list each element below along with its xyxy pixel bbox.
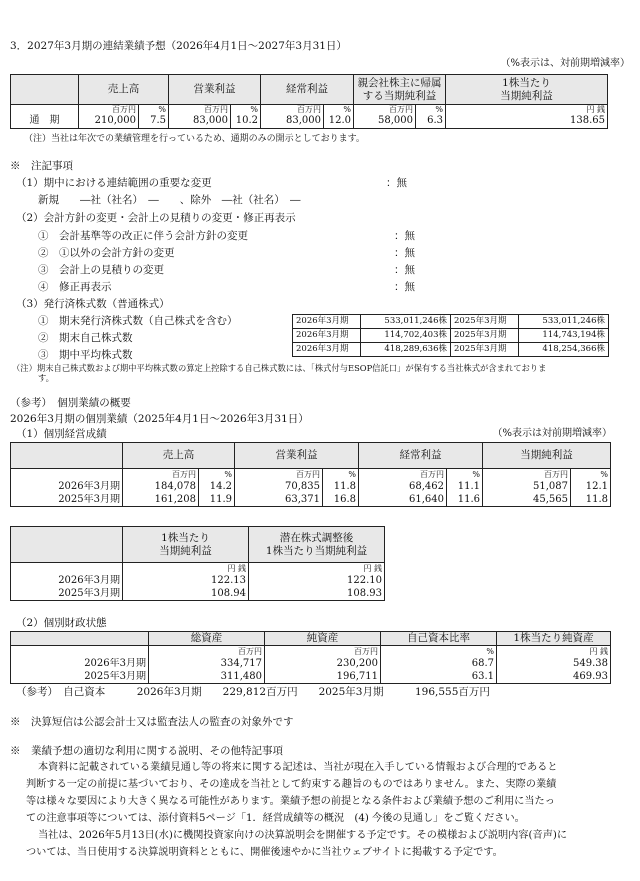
notes-item1-detail: 新規 ―社（社名） ― 、除外 ―社（社名） ― <box>38 194 301 206</box>
value-cell: 63,371 <box>235 494 323 507</box>
shares-note-line2: す。 <box>38 373 54 383</box>
notes-item2-sub: ④ 修正再表示 <box>38 281 112 293</box>
shares-period: 2026年3月期 <box>293 329 361 343</box>
value-cell: 230,200 <box>265 658 381 671</box>
unit-cell: 円 銭 <box>497 646 611 659</box>
shares-period: 2025年3月期 <box>451 343 519 357</box>
eps-header-diluted: 潜在株式調整後 1株当たり当期純利益 <box>249 527 385 563</box>
nonconsolidated-results-table <box>10 442 611 507</box>
value-cell: 83,000 <box>169 115 231 128</box>
table-row <box>11 671 611 684</box>
results-header-net: 当期純利益 <box>483 443 611 469</box>
results-header-blank <box>11 443 123 469</box>
value-cell: 161,208 <box>123 494 199 507</box>
value-cell: 122.13 <box>123 575 249 588</box>
row-label: 2025年3月期 <box>11 671 149 684</box>
value-cell: 63.1 <box>381 671 497 684</box>
value-cell: 108.93 <box>249 588 385 601</box>
forecast-table <box>10 74 608 129</box>
value-cell: 10.2 <box>231 115 261 128</box>
shares-value: 418,254,366株 <box>519 343 609 357</box>
forecast-heading: 3．2027年3月期の連結業績予想（2026年4月1日～2027年3月31日） <box>10 40 347 52</box>
reference-unit-note: （%表示は対前期増減率） <box>492 428 612 439</box>
unit-cell: 百万円 <box>261 105 324 116</box>
value-cell: 68,462 <box>359 481 447 494</box>
reference-period: 2026年3月期の個別業績（2025年4月1日～2026年3月31日） <box>10 413 309 425</box>
forecast-header-ordinary: 経常利益 <box>261 75 354 105</box>
fin-header-equity-ratio: 自己資本比率 <box>381 632 497 646</box>
table-row <box>293 315 609 329</box>
fin-header-blank <box>11 632 149 646</box>
value-cell: 12.0 <box>324 115 354 128</box>
financial-position-table <box>10 631 611 684</box>
value-cell: 6.3 <box>416 115 446 128</box>
unit-cell: 百万円 <box>149 646 265 659</box>
unit-cell: % <box>139 105 169 116</box>
table-row <box>11 494 611 507</box>
forward-p1-line: 判断する一定の前提に基づいており、その達成を当社として約束する趣旨のものではありません。また、実際の業績 <box>26 779 557 790</box>
forecast-note: （注）当社は年次での業績管理を行っているため、通期のみの開示としております。 <box>24 134 365 144</box>
results-header-sales: 売上高 <box>123 443 235 469</box>
table-row <box>293 329 609 343</box>
notes-item2-sub-value: ：無 <box>394 247 415 259</box>
value-cell: 334,717 <box>149 658 265 671</box>
notes-item1: （1）期中における連結範囲の重要な変更 <box>16 177 212 189</box>
value-cell: 138.65 <box>446 115 608 128</box>
unit-label-blank <box>11 469 123 482</box>
value-cell: 7.5 <box>139 115 169 128</box>
value-cell: 45,565 <box>483 494 571 507</box>
value-cell: 549.38 <box>497 658 611 671</box>
table-row <box>11 658 611 671</box>
notes-heading: ※ 注記事項 <box>10 160 73 172</box>
value-cell: 311,480 <box>149 671 265 684</box>
forecast-unit-note: （%表示は、対前期増減率） <box>500 58 630 69</box>
shares-value: 533,011,246株 <box>519 315 609 329</box>
table-row <box>11 575 385 588</box>
value-cell: 68.7 <box>381 658 497 671</box>
value-cell: 11.8 <box>571 494 611 507</box>
forecast-header-net: 親会社株主に帰属 する当期純利益 <box>354 75 446 105</box>
value-cell: 61,640 <box>359 494 447 507</box>
unit-cell: % <box>571 469 611 482</box>
notes-item2-sub: ① 会計基準等の改正に伴う会計方針の変更 <box>38 230 248 242</box>
row-label: 2026年3月期 <box>11 481 123 494</box>
row-label: 2025年3月期 <box>11 588 123 601</box>
equity-reference-line: （参考） 自己資本 2026年3月期 229,812百万円 2025年3月期 196,555百万円 <box>16 686 490 698</box>
value-cell: 16.8 <box>323 494 359 507</box>
row-label: 2026年3月期 <box>11 575 123 588</box>
value-cell: 70,835 <box>235 481 323 494</box>
unit-cell: 円 銭 <box>249 563 385 576</box>
forecast-header-sales: 売上高 <box>79 75 169 105</box>
unit-cell: 円 銭 <box>123 563 249 576</box>
notes-item3-sub: ① 期末発行済株式数（自己株式を含む） <box>38 315 238 327</box>
reference-sub2: （2）個別財政状態 <box>16 617 107 629</box>
value-cell: 14.2 <box>199 481 235 494</box>
unit-cell: % <box>323 469 359 482</box>
unit-cell: % <box>324 105 354 116</box>
value-cell: 11.1 <box>447 481 483 494</box>
forward-p1-line: 本資料に記載されている業績見通し等の将来に関する記述は、当社が現在入手している情報および合理的であると <box>38 762 558 773</box>
table-row <box>293 343 609 357</box>
unit-cell: 百万円 <box>483 469 571 482</box>
unit-cell: % <box>381 646 497 659</box>
eps-table <box>10 526 385 601</box>
value-cell: 210,000 <box>79 115 139 128</box>
notes-item2-sub-value: ：無 <box>394 281 415 293</box>
notes-item2-sub-value: ：無 <box>394 264 415 276</box>
notes-item2-sub: ② ①以外の会計方針の変更 <box>38 247 175 259</box>
shares-period: 2026年3月期 <box>293 343 361 357</box>
forecast-header-eps: 1株当たり 当期純利益 <box>446 75 608 105</box>
unit-label-blank <box>11 646 149 659</box>
shares-value: 418,289,636株 <box>361 343 451 357</box>
reference-heading: （参考） 個別業績の概要 <box>10 397 131 409</box>
fin-header-net-assets: 純資産 <box>265 632 381 646</box>
notes-item2-sub-value: ：無 <box>394 230 415 242</box>
forward-heading: ※ 業績予想の適切な利用に関する説明、その他特記事項 <box>10 745 283 757</box>
notes-item3: （3）発行済株式数（普通株式） <box>16 298 170 310</box>
forecast-row-label: 通 期 <box>11 105 79 129</box>
forward-p1-line: 等は様々な要因により大きく異なる可能性があります。業績予想の前提となる条件および業績予想のご利用に当たっ <box>26 796 555 807</box>
forward-p1-line: ての注意事項等については、添付資料5ページ「1．経営成績等の概況 (4) 今後の見通し」をご覧ください。 <box>26 813 525 824</box>
forecast-header-operating: 営業利益 <box>169 75 261 105</box>
notes-item1-value: ：無 <box>386 177 407 189</box>
value-cell: 469.93 <box>497 671 611 684</box>
unit-cell: 百万円 <box>169 105 231 116</box>
forward-p2-line: 当社は、2026年5月13日(水)に機関投資家向けの決算説明会を開催する予定です。その模様および説明内容(音声)に <box>38 830 568 841</box>
value-cell: 51,087 <box>483 481 571 494</box>
value-cell: 12.1 <box>571 481 611 494</box>
unit-cell: 百万円 <box>359 469 447 482</box>
unit-cell: % <box>231 105 261 116</box>
shares-period: 2026年3月期 <box>293 315 361 329</box>
forecast-header-blank <box>11 75 79 105</box>
notes-item3-sub: ② 期末自己株式数 <box>38 332 133 344</box>
shares-note-line1: （注）期末自己株式数および期中平均株式数の算定上控除する自己株式数には、「株式付与ESOP信託口」が保有する当社株式が含まれておりま <box>12 363 547 373</box>
unit-cell: % <box>447 469 483 482</box>
eps-header-blank <box>11 527 123 563</box>
unit-cell: % <box>199 469 235 482</box>
value-cell: 11.6 <box>447 494 483 507</box>
unit-cell: 百万円 <box>354 105 416 116</box>
fin-header-bps: 1株当たり純資産 <box>497 632 611 646</box>
value-cell: 11.9 <box>199 494 235 507</box>
unit-cell: 百万円 <box>79 105 139 116</box>
unit-cell: 円 銭 <box>446 105 608 116</box>
row-label: 2025年3月期 <box>11 494 123 507</box>
fin-header-total-assets: 総資産 <box>149 632 265 646</box>
shares-value: 114,743,194株 <box>519 329 609 343</box>
unit-cell: 百万円 <box>235 469 323 482</box>
value-cell: 58,000 <box>354 115 416 128</box>
unit-cell: % <box>416 105 446 116</box>
unit-cell: 百万円 <box>123 469 199 482</box>
results-header-operating: 営業利益 <box>235 443 359 469</box>
value-cell: 108.94 <box>123 588 249 601</box>
reference-sub1: （1）個別経営成績 <box>16 428 107 440</box>
shares-table <box>292 314 609 357</box>
shares-period: 2025年3月期 <box>451 329 519 343</box>
value-cell: 184,078 <box>123 481 199 494</box>
value-cell: 11.8 <box>323 481 359 494</box>
table-row <box>11 588 385 601</box>
forward-p2-line: ついては、当日使用する決算説明資料とともに、開催後速やかに当社ウェブサイトに掲載する予定です。 <box>26 847 503 858</box>
audit-note: ※ 決算短信は公認会計士又は監査法人の監査の対象外です <box>10 716 294 728</box>
value-cell: 122.10 <box>249 575 385 588</box>
value-cell: 196,711 <box>265 671 381 684</box>
shares-period: 2025年3月期 <box>451 315 519 329</box>
eps-header-basic: 1株当たり 当期純利益 <box>123 527 249 563</box>
unit-cell: 百万円 <box>265 646 381 659</box>
shares-value: 533,011,246株 <box>361 315 451 329</box>
shares-value: 114,702,403株 <box>361 329 451 343</box>
table-row <box>11 481 611 494</box>
notes-item3-sub: ③ 期中平均株式数 <box>38 349 133 361</box>
notes-item2: （2）会計方針の変更・会計上の見積りの変更・修正再表示 <box>16 212 296 224</box>
results-header-ordinary: 経常利益 <box>359 443 483 469</box>
row-label: 2026年3月期 <box>11 658 149 671</box>
unit-label-blank <box>11 563 123 576</box>
notes-item2-sub: ③ 会計上の見積りの変更 <box>38 264 164 276</box>
value-cell: 83,000 <box>261 115 324 128</box>
